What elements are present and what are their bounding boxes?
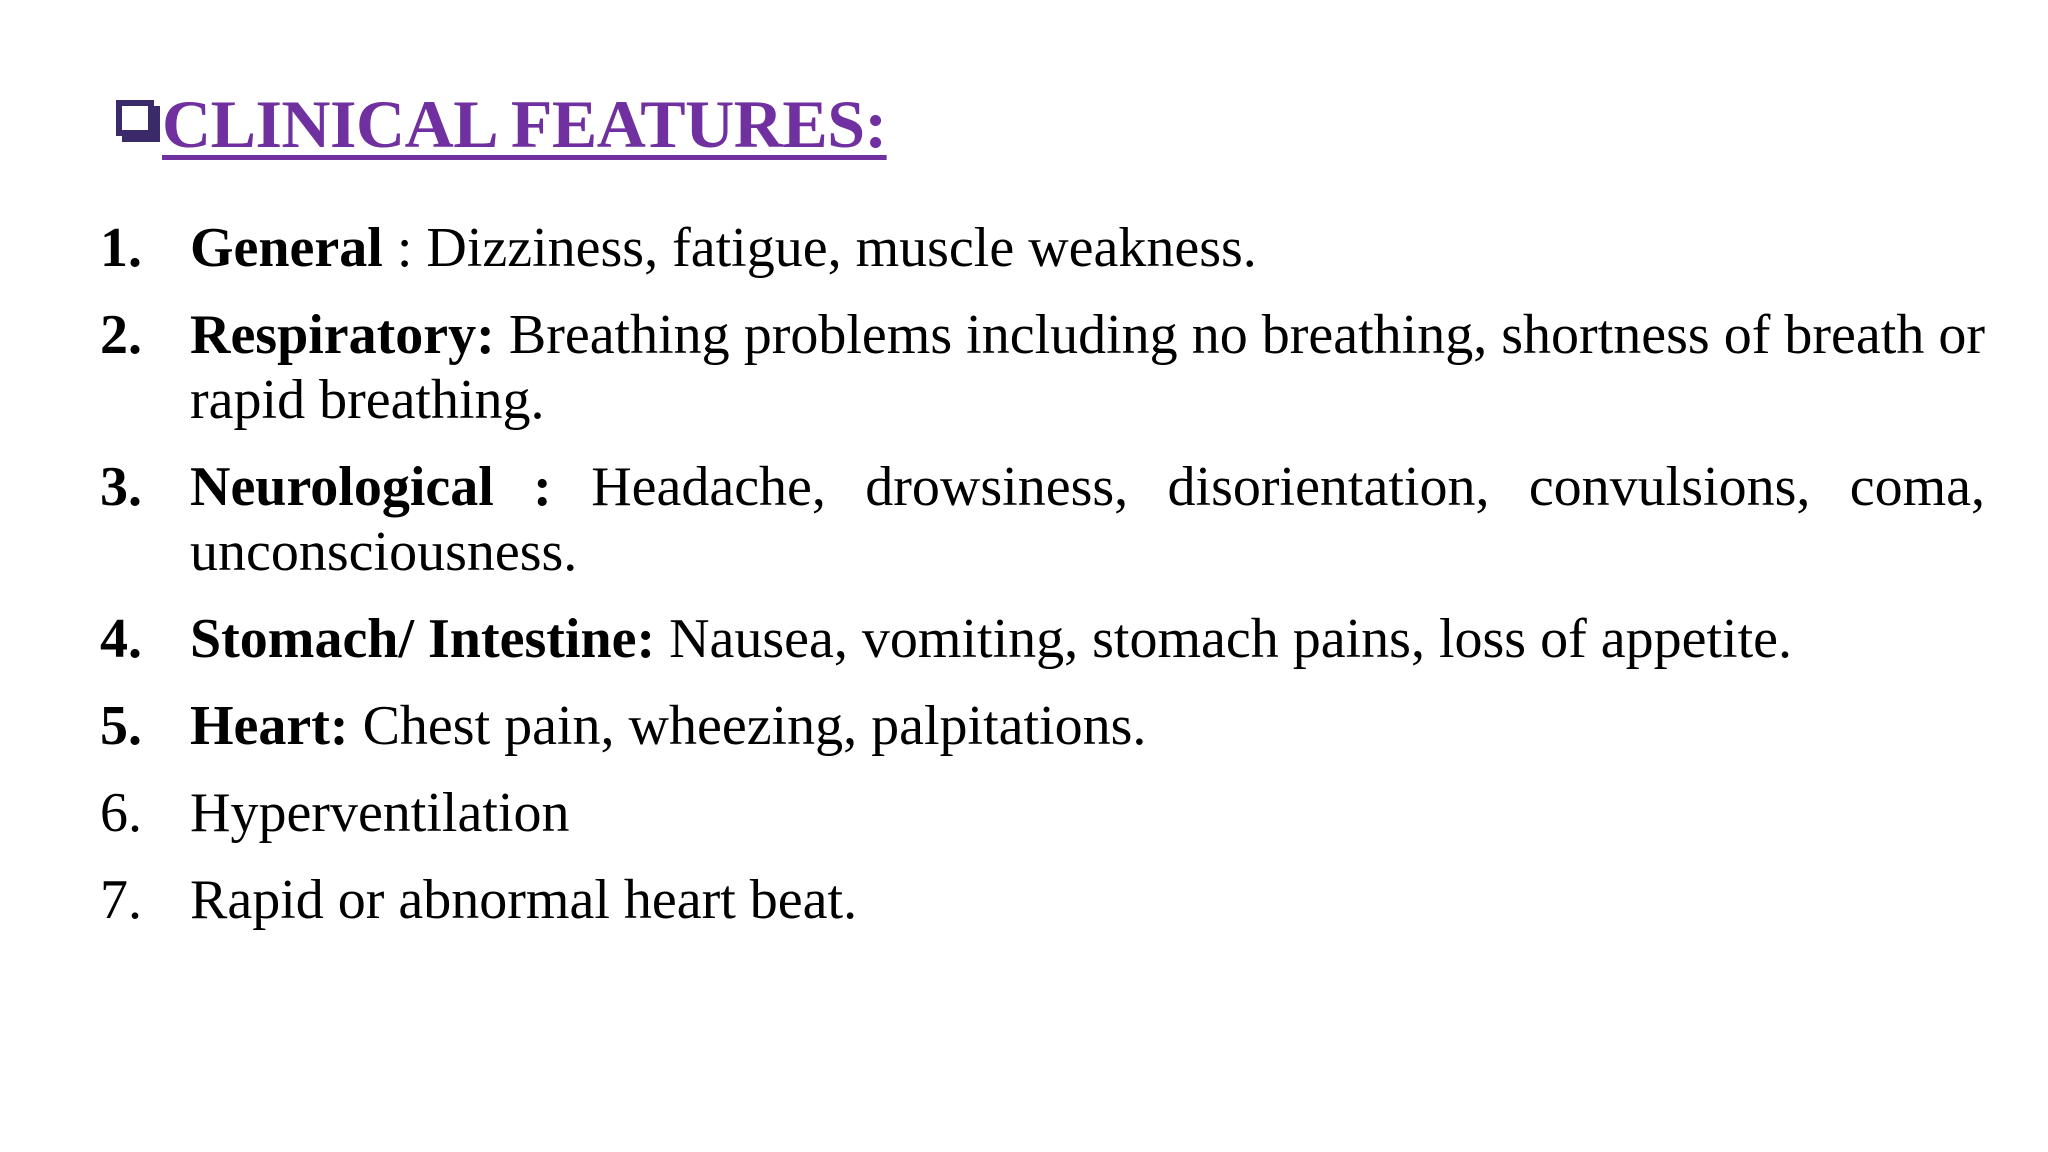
item-content xyxy=(190,781,1985,846)
item-text: Chest pain, wheezing, palpitations. xyxy=(348,695,1147,757)
item-text: : Dizziness, fatigue, muscle weakness. xyxy=(382,217,1257,279)
list-item xyxy=(100,607,1985,672)
list-item xyxy=(100,216,1985,281)
item-label: General xyxy=(190,217,383,279)
item-number: 6. xyxy=(100,782,142,844)
item-content xyxy=(190,694,1985,759)
item-number: 4. xyxy=(100,608,142,670)
item-label: Respiratory: xyxy=(190,304,495,366)
list-item xyxy=(100,781,1985,846)
item-text: Hyperventilation xyxy=(190,782,570,844)
item-text: Breathing problems including no breathing, shortness of breath or rapid breathing. xyxy=(190,304,1985,431)
list-item xyxy=(100,694,1985,759)
title-row xyxy=(116,84,887,174)
slide-title: CLINICAL FEATURES: xyxy=(162,86,887,162)
item-number: 7. xyxy=(100,869,142,931)
item-text: Headache, drowsiness, disorientation, convulsions, coma, unconsciousness. xyxy=(190,456,1985,583)
item-content xyxy=(190,216,1985,281)
item-number: 1. xyxy=(100,217,142,279)
item-number: 2. xyxy=(100,304,142,366)
item-label: Stomach/ Intestine: xyxy=(190,608,656,670)
list-item xyxy=(100,303,1985,433)
item-content xyxy=(190,303,1985,433)
item-label: Heart: xyxy=(190,695,349,757)
checkbox-bullet-icon xyxy=(116,100,154,136)
item-number: 3. xyxy=(100,456,142,518)
list-item xyxy=(100,868,1985,933)
item-text: Rapid or abnormal heart beat. xyxy=(190,869,858,931)
item-text: Nausea, vomiting, stomach pains, loss of appetite. xyxy=(655,608,1792,670)
item-number: 5. xyxy=(100,695,142,757)
item-label: Neurological : xyxy=(190,456,552,518)
item-content xyxy=(190,455,1985,585)
clinical-features-list xyxy=(100,216,1985,955)
list-item xyxy=(100,455,1985,585)
item-content xyxy=(190,868,1985,933)
item-content xyxy=(190,607,1985,672)
